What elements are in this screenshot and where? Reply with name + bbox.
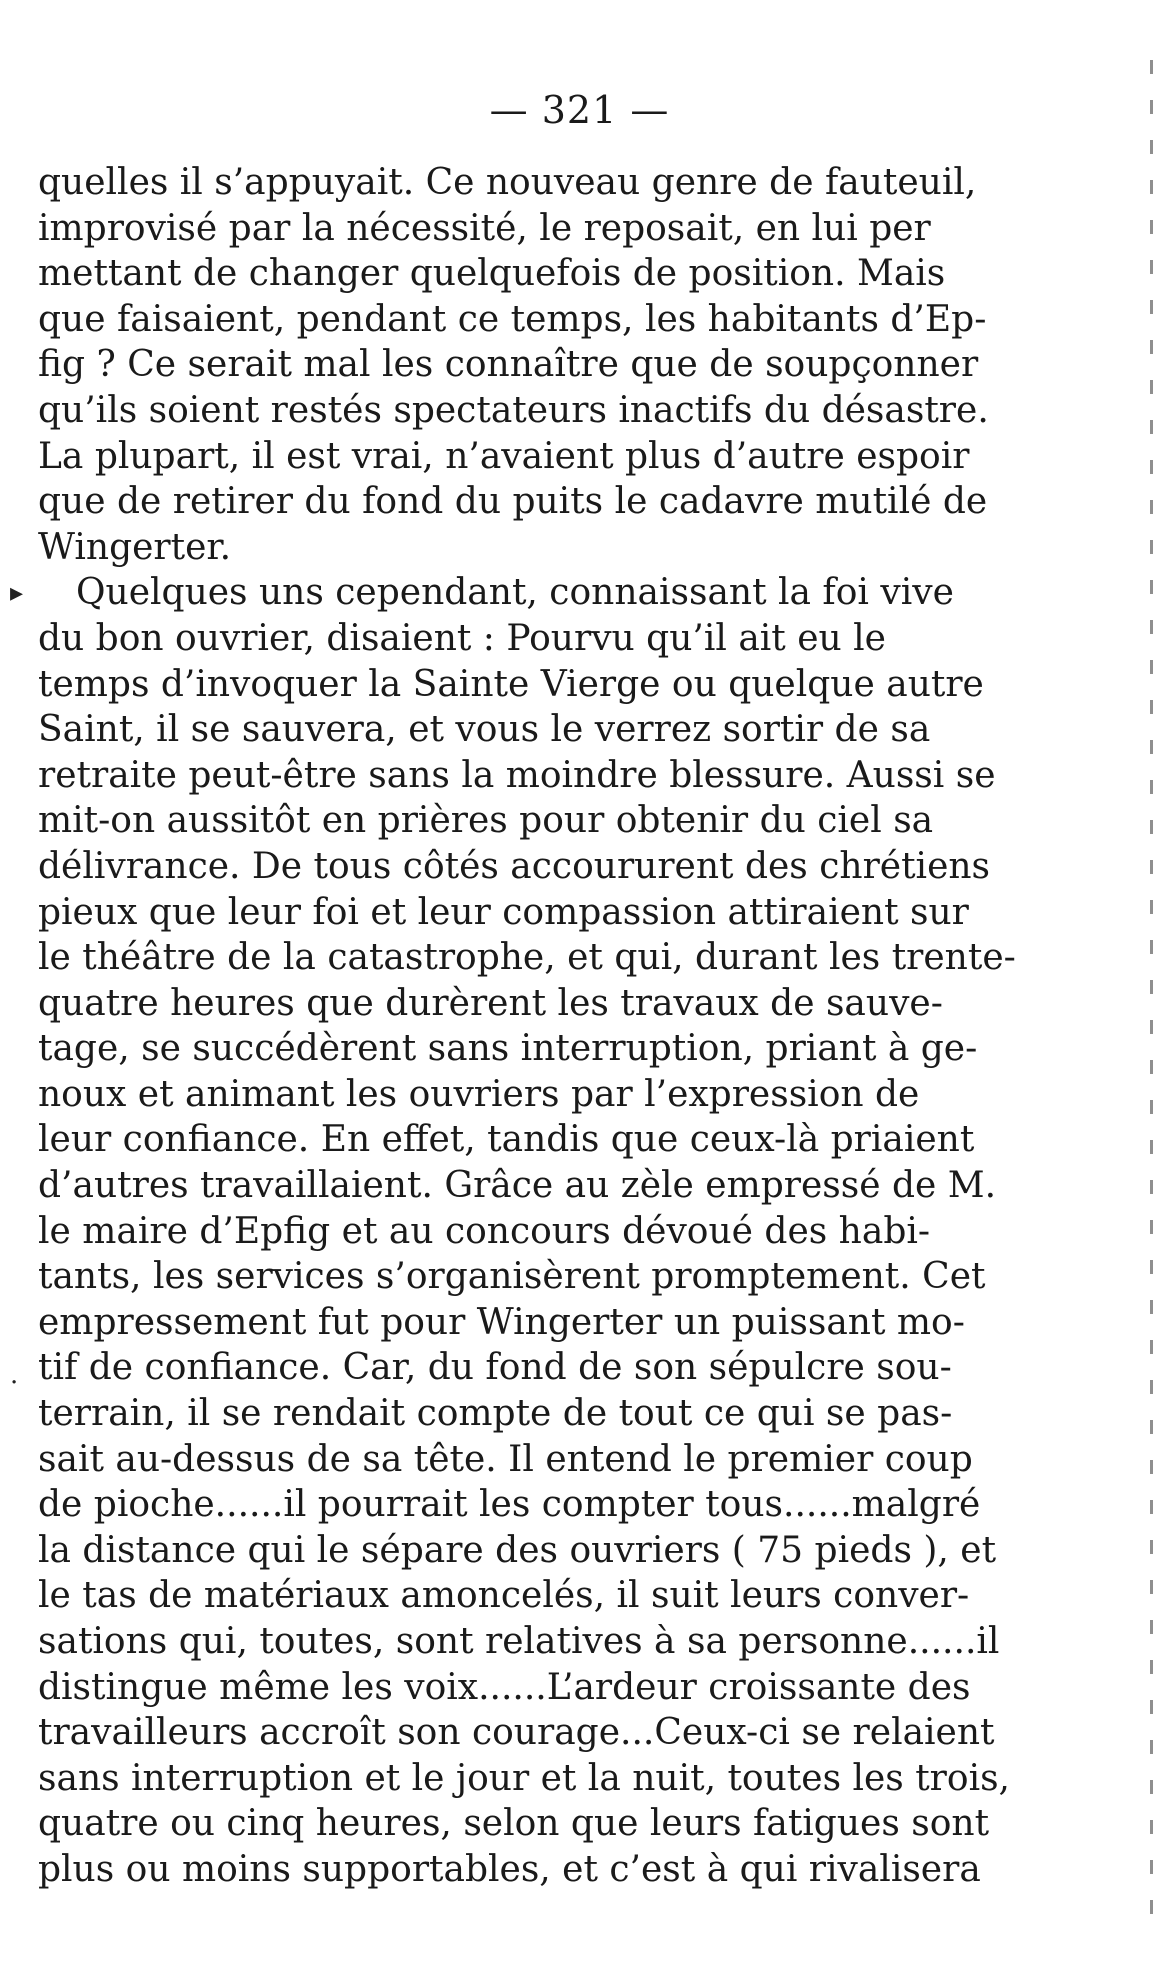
text-line: le théâtre de la catastrophe, et qui, durant les trente- — [38, 937, 1016, 979]
text-line: de pioche......il pourrait les compter tous......malgré — [38, 1484, 981, 1526]
text-line: pieux que leur foi et leur compassion attiraient sur — [38, 891, 969, 933]
page-number: — 321 — — [489, 88, 670, 132]
margin-speck-mark: · — [10, 1368, 19, 1398]
text-line: distingue même les voix......L’ardeur croissante des — [38, 1666, 971, 1708]
text-line: tif de confiance. Car, du fond de son sépulcre sou- — [38, 1347, 952, 1389]
page-text — [38, 160, 1058, 1893]
text-line: tants, les services s’organisèrent promptement. Cet — [38, 1256, 986, 1298]
text-line: délivrance. De tous côtés accoururent des chrétiens — [38, 845, 991, 887]
text-line: Wingerter. — [38, 526, 232, 568]
text-line: plus ou moins supportables, et c’est à qui rivalisera — [38, 1848, 981, 1890]
text-line: la distance qui le sépare des ouvriers ( 75 pieds ), et — [38, 1529, 997, 1571]
text-line: Saint, il se sauvera, et vous le verrez sortir de sa — [38, 709, 931, 751]
text-line: le maire d’Epfig et au concours dévoué des habi- — [38, 1210, 931, 1252]
text-line: noux et animant les ouvriers par l’expression de — [38, 1073, 920, 1115]
text-line: retraite peut-être sans la moindre blessure. Aussi se — [38, 754, 996, 796]
text-line: mit-on aussitôt en prières pour obtenir du ciel sa — [38, 800, 934, 842]
text-line: le tas de matériaux amoncelés, il suit leurs conver- — [38, 1575, 970, 1617]
text-line: tage, se succédèrent sans interruption, priant à ge- — [38, 1028, 978, 1070]
text-line: leur confiance. En effet, tandis que ceux-là priaient — [38, 1119, 975, 1161]
text-line: quelles il s’appuyait. Ce nouveau genre de fauteuil, — [38, 162, 977, 203]
text-line: sations qui, toutes, sont relatives à sa personne......il — [38, 1621, 1000, 1662]
text-line: quatre heures que durèrent les travaux de sauve- — [38, 982, 943, 1024]
text-line: quatre ou cinq heures, selon que leurs fatigues sont — [38, 1803, 990, 1845]
text-line: du bon ouvrier, disaient : Pourvu qu’il ait eu le — [38, 617, 886, 659]
text-line: temps d’invoquer la Sainte Vierge ou quelque autre — [38, 663, 984, 705]
text-line: qu’ils soient restés spectateurs inactifs du désastre. — [38, 389, 989, 431]
text-line: La plupart, il est vrai, n’avaient plus d’autre espoir — [38, 435, 970, 477]
text-line: empressement fut pour Wingerter un puissant mo- — [38, 1301, 965, 1343]
text-line: travailleurs accroît son courage...Ceux-ci se relaient — [38, 1712, 995, 1754]
page-edge-rule — [1150, 60, 1153, 1920]
margin-speck-mark: ▸ — [10, 578, 24, 608]
text-line: improvisé par la nécessité, le reposait, en lui per — [38, 207, 931, 249]
paragraph-first-line: Quelques uns cependant, connaissant la foi vive — [76, 572, 954, 614]
text-line: que faisaient, pendant ce temps, les habitants d’Ep- — [38, 298, 987, 340]
text-line: d’autres travaillaient. Grâce au zèle empressé de M. — [38, 1165, 997, 1207]
text-line: terrain, il se rendait compte de tout ce qui se pas- — [38, 1393, 953, 1435]
text-line: sait au-dessus de sa tête. Il entend le premier coup — [38, 1438, 973, 1480]
text-line: fig ? Ce serait mal les connaître que de soupçonner — [38, 344, 979, 386]
text-line: sans interruption et le jour et la nuit, toutes les trois, — [38, 1757, 1010, 1799]
text-line: que de retirer du fond du puits le cadavre mutilé de — [38, 481, 988, 523]
text-line: mettant de changer quelquefois de position. Mais — [38, 253, 946, 295]
